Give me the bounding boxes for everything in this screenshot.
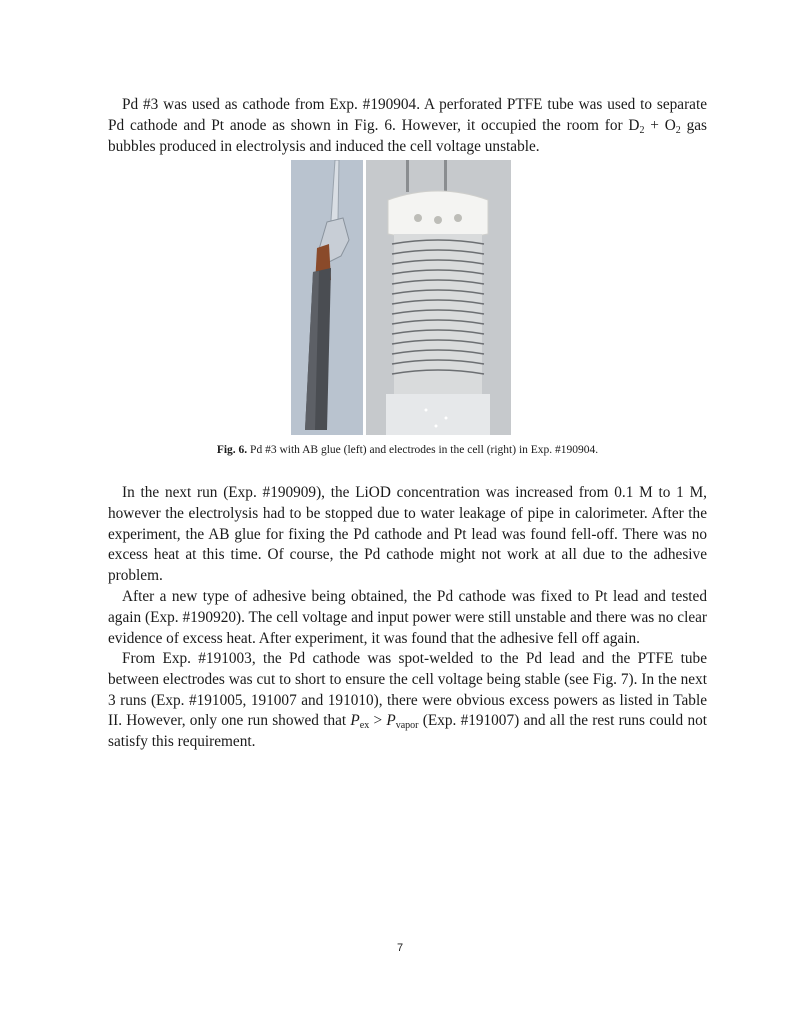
figure-6: [291, 160, 511, 435]
figure-caption: [108, 444, 707, 456]
paragraph-exp-190920: After a new type of adhesive being obtained, the Pd cathode was fixed to Pt lead and tested again (Exp. #190920). The cell voltage and input power were still unstable and there was no clear evidence of excess heat. After experiment, it was found that the adhesive fell off again.: [108, 588, 707, 647]
figure-caption-label: Fig. 6.: [216, 444, 248, 456]
figure-caption-text: Pd #3 with AB glue (left) and electrodes in the cell (right) in Exp. #190904.: [247, 444, 599, 456]
paragraph-intro: Pd #3 was used as cathode from Exp. #190904. A perforated PTFE tube was used to separate Pd cathode and Pt anode as shown in Fig. 6. However, it occupied the room for $D_2 + O_2$ gas bubbles produced in electrolysis and induced the cell voltage unstable.: [108, 96, 707, 155]
photo-electrodes-in-cell: [366, 160, 511, 435]
paragraph-exp-190909: In the next run (Exp. #190909), the LiOD concentration was increased from 0.1 M to 1 M, however the electrolysis had to be stopped due to water leakage of pipe in calorimeter. After the experiment, the AB glue for fixing the Pd cathode and Pt lead was found fell-off. There was no excess heat at this time. Of course, the Pd cathode might not work at all due to the adhesive problem.: [108, 484, 707, 585]
photo-pd-cathode-with-glue: [291, 160, 363, 435]
page-number: 7: [396, 942, 404, 954]
paragraph-exp-191003: From Exp. #191003, the Pd cathode was spot-welded to the Pd lead and the PTFE tube between electrodes was cut to short to ensure the cell voltage being stable (see Fig. 7). In the next 3 runs (Exp. #191005, 191007 and 191010), there were obvious excess powers as listed in Table II. However, only one run showed that $P_{ex} > P_{vapor}$ (Exp. #191007) and all the rest runs could not satisfy this requirement.: [108, 650, 707, 751]
